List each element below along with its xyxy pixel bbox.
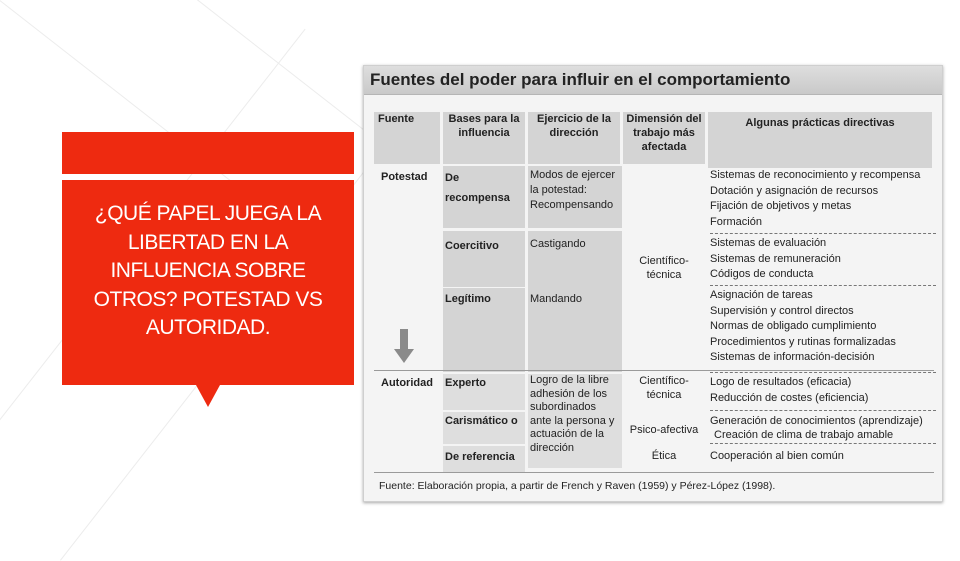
row-divider [710,285,936,286]
fuente-potestad: Potestad [381,171,428,183]
practice-item: Cooperación al bien común [710,450,844,462]
bottom-divider [374,472,934,473]
practicas-referencia [710,449,938,463]
row-divider [710,233,936,234]
practice-item: Fijación de objetivos y metas [710,200,852,212]
practice-item: Generación de conocimientos (aprendizaje) [710,415,923,427]
practice-item: Códigos de conducta [710,268,814,280]
ejercicio-modos: Modos de ejercer la potestad: Recompensando [528,166,622,228]
practice-item: Dotación y asignación de recursos [710,184,879,197]
row-divider [710,443,936,444]
dimension-potestad: Científico-técnica [639,255,689,281]
header-practicas: Algunas prácticas directivas [708,112,932,168]
practicas-legitimo [710,288,938,366]
practicas-coercitivo [710,236,938,283]
header-dimension: Dimensión del trabajo más afectada [623,112,705,164]
practicas-recompensa [710,168,938,230]
slide-title: ¿QUÉ PAPEL JUEGA LA LIBERTAD EN LA INFLUENCIA SOBRE OTROS? POTESTAD VS AUTORIDAD. [93,202,323,339]
practicas-experto [710,375,938,406]
row-divider [710,410,936,411]
practice-item: Sistemas de información-decisión [710,351,875,363]
header-bases: Bases para la influencia [443,112,525,164]
power-sources-table [363,65,943,502]
base-recompensa: De recompensa [443,166,525,228]
practice-item: Sistemas de reconocimiento y recompensa [710,169,921,181]
practice-item: Reducción de costes (eficiencia) [710,391,869,404]
practice-item: Creación de clima de trabajo amable [714,429,894,441]
base-experto: Experto [443,374,525,410]
practice-item: Sistemas de remuneración [710,252,841,265]
practice-item: Sistemas de evaluación [710,237,827,249]
base-referencia: De referencia [443,446,525,472]
ejercicio-castigando: Castigando [528,231,622,289]
dimension-experto: Científico-técnica [639,375,689,401]
practice-item: Procedimientos y rutinas formalizadas [710,335,896,348]
header-fuente: Fuente [374,112,440,164]
dimension-referencia: Ética [651,450,677,462]
practicas-carismatico [710,414,938,442]
fuente-autoridad: Autoridad [381,377,433,389]
base-coercitivo: Coercitivo [443,231,525,287]
dimension-carismatico: Psico-afectiva [629,424,699,436]
title-accent-bar [62,132,354,174]
practice-item: Supervisión y control directos [710,304,854,317]
base-carismatico: Carismático o [443,412,525,444]
practice-item: Normas de obligado cumplimiento [710,320,877,332]
practice-item: Asignación de tareas [710,289,813,301]
table-title: Fuentes del poder para influir en el comportamiento [370,70,791,89]
practice-item: Formación [710,215,762,228]
base-legitimo: Legítimo [443,288,525,372]
ejercicio-mandando: Mandando [528,288,622,372]
practice-item: Logo de resultados (eficacia) [710,376,852,388]
title-box-pointer [196,385,220,407]
ejercicio-logro: Logro de la libre adhesión de los subordinados ante la persona y actuación de la dirección [528,374,622,468]
table-source-note: Fuente: Elaboración propia, a partir de French y Raven (1959) y Pérez-López (1998). [379,480,776,492]
header-ejercicio: Ejercicio de la dirección [528,112,620,164]
section-divider [374,370,934,371]
down-arrow-icon [394,329,414,365]
table-title-bar [364,66,942,95]
row-divider [710,372,936,373]
